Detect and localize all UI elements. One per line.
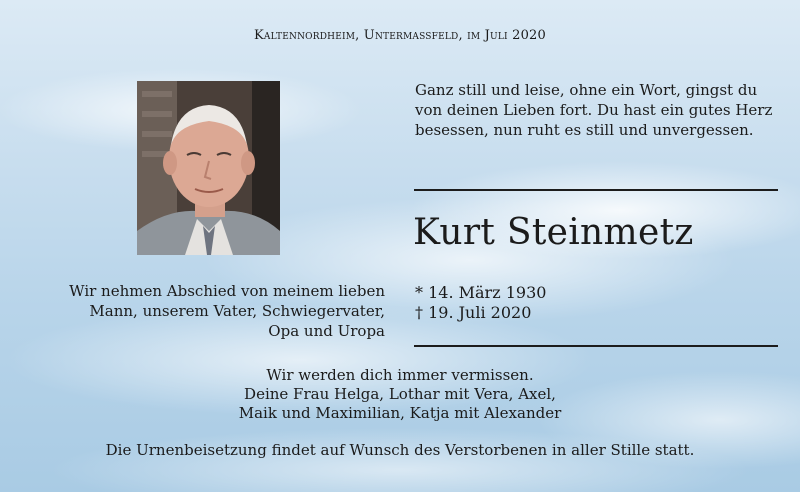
- poem-verse: Ganz still und leise, ohne ein Wort, gingst du von deinen Lieben fort. Du hast ein gutes Herz besessen, nun ruht es still und unvergessen.: [415, 81, 773, 139]
- divider-top: [414, 189, 778, 191]
- death-date: † 19. Juli 2020: [415, 303, 532, 322]
- life-dates: [415, 283, 546, 323]
- place-date-header: Kaltennordheim, Untermassfeld, im Juli 2020: [254, 28, 546, 43]
- portrait-image: [137, 81, 280, 255]
- birth-date: * 14. März 1930: [415, 283, 547, 302]
- burial-notice: Die Urnenbeisetzung findet auf Wunsch des Verstorbenen in aller Stille statt.: [105, 441, 695, 459]
- family-signature: Wir werden dich immer vermissen. Deine Frau Helga, Lothar mit Vera, Axel, Maik und Maximilian, Katja mit Alexander: [238, 366, 562, 422]
- portrait-photo: [137, 81, 280, 255]
- deceased-name: Kurt Steinmetz: [413, 212, 694, 253]
- farewell-text: Wir nehmen Abschied von meinem lieben Mann, unserem Vater, Schwiegervater, Opa und Uropa: [69, 282, 385, 340]
- divider-bottom: [414, 345, 778, 347]
